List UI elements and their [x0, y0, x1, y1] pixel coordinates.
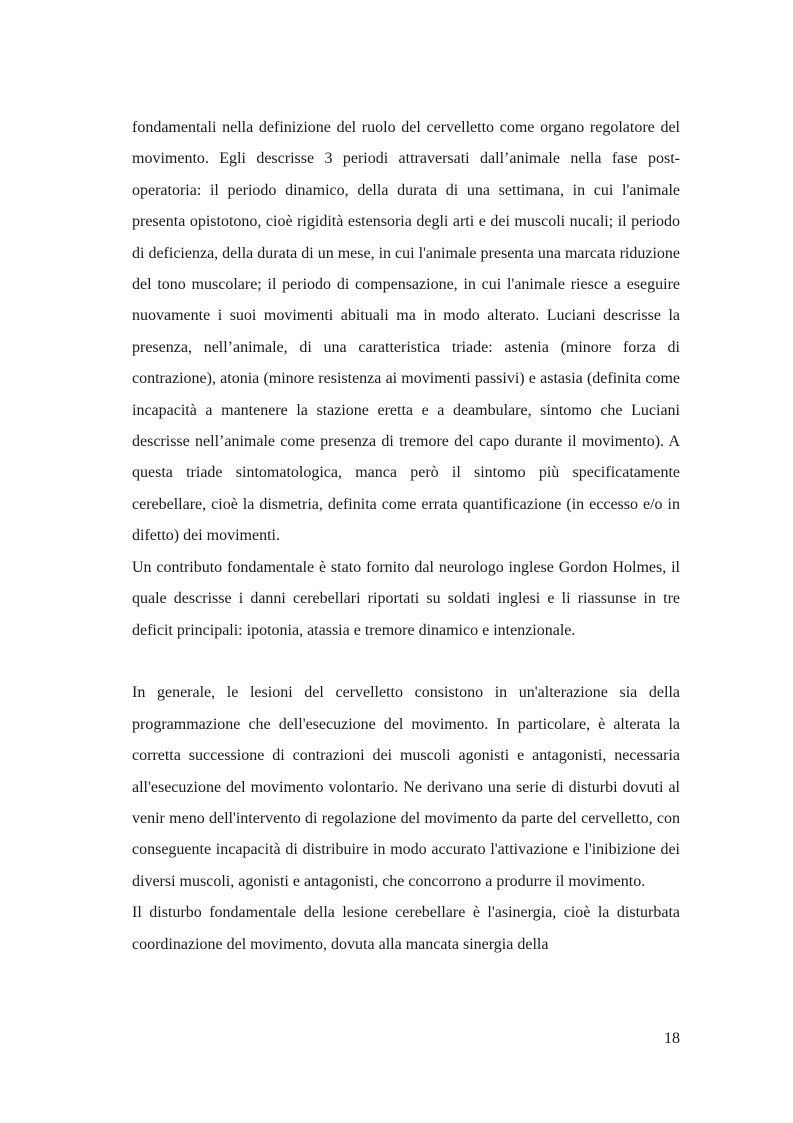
- paragraph-luciani-periods: fondamentali nella definizione del ruolo del cervelletto come organo regolatore del movimento. Egli descrisse 3 periodi attraversati dall’animale nella fase post-operatoria: il periodo dinamico, della durata di una settimana, in cui l'animale presenta opistotono, cioè rigidità estensoria degli arti e dei muscoli nucali; il periodo di deficienza, della durata di un mese, in cui l'animale presenta una marcata riduzione del tono muscolare; il periodo di compensazione, in cui l'animale riesce a eseguire nuovamente i suoi movimenti abituali ma in modo alterato. Luciani descrisse la presenza, nell’animale, di una caratteristica triade: astenia (minore forza di contrazione), atonia (minore resistenza ai movimenti passivi) e astasia (definita come incapacità a mantenere la stazione eretta e a deambulare, sintomo che Luciani descrisse nell’animale come presenza di tremore del capo durante il movimento). A questa triade sintomatologica, manca però il sintomo più specificatamente cerebellare, cioè la dismetria, definita come errata quantificazione (in eccesso e/o in difetto) dei movimenti.: [132, 119, 680, 545]
- body-text: [132, 112, 680, 960]
- paragraph-asynergia: Il disturbo fondamentale della lesione cerebellare è l'asinergia, cioè la disturbata coordinazione del movimento, dovuta alla mancata sinergia della: [132, 904, 680, 953]
- paragraph-cerebellar-lesions: In generale, le lesioni del cervelletto consistono in un'alterazione sia della programmazione che dell'esecuzione del movimento. In particolare, è alterata la corretta successione di contrazioni dei muscoli agonisti e antagonisti, necessaria all'esecuzione del movimento volontario. Ne derivano una serie di disturbi dovuti al venir meno dell'intervento di regolazione del movimento da parte del cervelletto, con conseguente incapacità di distribuire in modo accurato l'attivazione e l'inibizione dei diversi muscoli, agonisti e antagonisti, che concorrono a produrre il movimento.: [132, 684, 680, 890]
- paragraph-holmes-contribution: Un contributo fondamentale è stato fornito dal neurologo inglese Gordon Holmes, il quale descrisse i danni cerebellari riportati su soldati inglesi e li riassunse in tre deficit principali: ipotonia, atassia e tremore dinamico e intenzionale.: [132, 558, 680, 639]
- page-number: 18: [664, 1030, 680, 1047]
